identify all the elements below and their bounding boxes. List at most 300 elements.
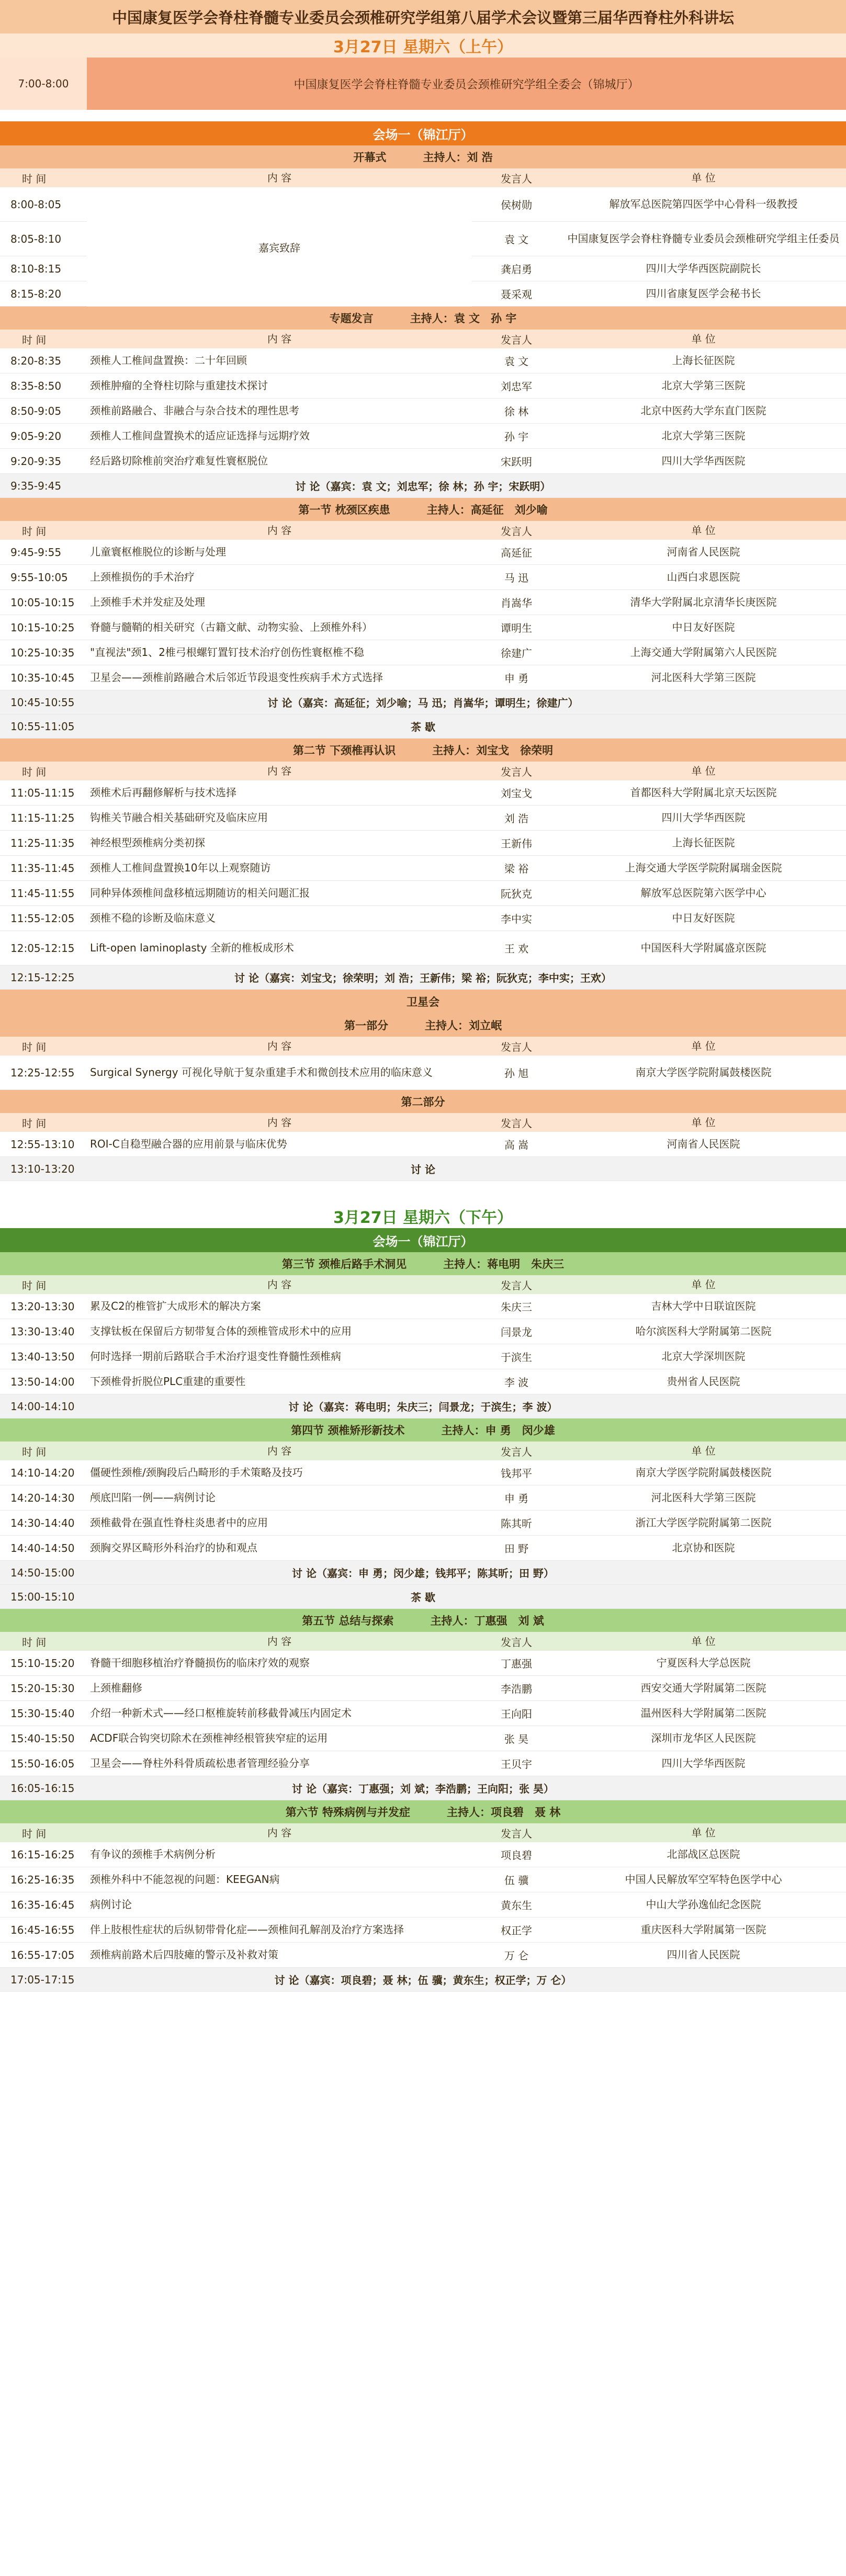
talk-unit: 河北医科大学第三医院 bbox=[651, 1491, 756, 1504]
column-header-row bbox=[0, 168, 846, 187]
table-row bbox=[0, 565, 846, 590]
talk-time: 11:55-12:05 bbox=[10, 912, 75, 925]
talk-topic: ACDF联合钩突切除术在颈椎神经根管狭窄症的运用 bbox=[90, 1732, 328, 1744]
disc-text: 讨 论（嘉宾：刘宝戈；徐荣明；刘 浩；王新伟；梁 裕；阮狄克；李中实；王欢） bbox=[234, 972, 612, 984]
disc-text: 讨 论（嘉宾：项良碧；聂 林；伍 骥；黄东生；权正学；万 仑） bbox=[274, 1974, 572, 1987]
opening-text: 中国康复医学会脊柱脊髓专业委员会颈椎研究学组全委会（锦城厅） bbox=[294, 78, 639, 92]
talk-speaker: 朱庆三 bbox=[501, 1301, 532, 1313]
table-row bbox=[0, 1056, 846, 1090]
section-header bbox=[0, 1800, 846, 1823]
section-title: 第二节 下颈椎再认识 bbox=[292, 744, 396, 757]
discussion-row bbox=[0, 1394, 846, 1418]
column-header-row bbox=[0, 1442, 846, 1460]
talk-time: 12:25-12:55 bbox=[10, 1066, 75, 1079]
col-time: 时 间 bbox=[22, 525, 47, 538]
column-header-row bbox=[0, 330, 846, 348]
talk-speaker: 徐建广 bbox=[501, 647, 532, 660]
host-names: 丁惠强 刘 斌 bbox=[474, 1615, 544, 1627]
talk-unit: 四川省人民医院 bbox=[667, 1948, 740, 1961]
table-row bbox=[0, 540, 846, 565]
table-row bbox=[0, 1485, 846, 1511]
disc-time: 12:15-12:25 bbox=[10, 971, 75, 984]
talk-topic: Surgical Synergy 可视化导航于复杂重建手术和微创技术应用的临床意义 bbox=[90, 1066, 433, 1079]
talk-time: 16:55-17:05 bbox=[10, 1948, 75, 1961]
talk-time: 15:40-15:50 bbox=[10, 1732, 75, 1745]
col-time: 时 间 bbox=[22, 1040, 47, 1053]
disc-text: 讨 论（嘉宾：申 勇；闵少雄；钱邦平；陈其昕；田 野） bbox=[292, 1567, 554, 1580]
disc-text: 讨 论（嘉宾：高延征；刘少喻；马 迅；肖嵩华；谭明生；徐建广） bbox=[267, 697, 579, 709]
talk-time: 16:45-16:55 bbox=[10, 1923, 75, 1936]
talk-topic: 儿童寰枢椎脱位的诊断与处理 bbox=[90, 546, 226, 558]
col-time: 时 间 bbox=[22, 172, 47, 185]
talk-unit: 南京大学医学院附属鼓楼医院 bbox=[635, 1466, 772, 1479]
talk-speaker: 钱邦平 bbox=[501, 1467, 532, 1480]
table-row bbox=[0, 856, 846, 881]
table-row bbox=[0, 1319, 846, 1344]
table-row bbox=[0, 1344, 846, 1369]
talk-unit: 四川省康复医学会秘书长 bbox=[646, 287, 761, 300]
host-label: 主持人： bbox=[410, 312, 454, 325]
talk-unit: 四川大学华西医院 bbox=[661, 455, 746, 467]
table-row bbox=[0, 1751, 846, 1776]
col-content: 内 容 bbox=[267, 1039, 292, 1052]
host-names: 申 勇 闵少雄 bbox=[485, 1424, 555, 1437]
table-row bbox=[0, 665, 846, 690]
spacer bbox=[0, 110, 846, 121]
talk-unit: 北部战区总医院 bbox=[667, 1848, 740, 1860]
table-row bbox=[0, 373, 846, 399]
table-row bbox=[0, 1726, 846, 1751]
satellite-header bbox=[0, 990, 846, 1014]
section-title: 第二部分 bbox=[401, 1096, 445, 1108]
col-speaker: 发言人 bbox=[501, 525, 532, 538]
table-row bbox=[0, 931, 846, 966]
talk-topic: 上颈椎手术并发症及处理 bbox=[90, 596, 205, 608]
talk-topic: 有争议的颈椎手术病例分析 bbox=[90, 1848, 216, 1860]
talk-unit: 深圳市龙华区人民医院 bbox=[651, 1732, 756, 1744]
table-row bbox=[0, 1943, 846, 1968]
talk-time: 16:35-16:45 bbox=[10, 1898, 75, 1911]
column-header-row bbox=[0, 1632, 846, 1651]
welcome-speech-cell: 嘉宾致辞 bbox=[87, 187, 472, 307]
col-content: 内 容 bbox=[267, 524, 292, 537]
page-title: 中国康复医学会脊柱脊髓专业委员会颈椎研究学组第八届学术会议暨第三届华西脊柱外科讲坛 bbox=[0, 0, 846, 33]
talk-time: 15:20-15:30 bbox=[10, 1682, 75, 1695]
talk-unit: 温州医科大学附属第二医院 bbox=[640, 1707, 766, 1719]
talk-topic: 颈椎不稳的诊断及临床意义 bbox=[90, 912, 216, 924]
col-content: 内 容 bbox=[267, 332, 292, 345]
section-title: 第四节 颈椎矫形新技术 bbox=[291, 1424, 405, 1437]
talk-speaker: 闫景龙 bbox=[501, 1326, 532, 1338]
talk-speaker: 项良碧 bbox=[501, 1849, 532, 1862]
talk-topic: Lift-open laminoplasty 全新的椎板成形术 bbox=[90, 941, 294, 954]
section-host bbox=[447, 1804, 560, 1820]
talk-topic: 颈椎人工椎间盘置换10年以上观察随访 bbox=[90, 861, 271, 874]
disc-time: 16:05-16:15 bbox=[10, 1781, 75, 1795]
section-title: 第一部分 bbox=[344, 1019, 388, 1032]
talk-unit: 上海交通大学医学院附属瑞金医院 bbox=[625, 861, 782, 874]
talk-unit: 宁夏医科大学总医院 bbox=[656, 1656, 751, 1669]
col-unit: 单 位 bbox=[691, 1039, 716, 1052]
talk-speaker: 徐 林 bbox=[504, 405, 529, 418]
talk-unit: 上海长征医院 bbox=[672, 354, 735, 367]
disc-text: 茶 歇 bbox=[411, 1591, 435, 1604]
talk-unit: 解放军总医院第四医学中心骨科一级教授 bbox=[609, 198, 798, 210]
host-names: 项良碧 聂 林 bbox=[491, 1806, 561, 1819]
host-label: 主持人： bbox=[425, 1019, 469, 1032]
column-header-row bbox=[0, 1113, 846, 1132]
talk-time: 9:20-9:35 bbox=[10, 455, 62, 468]
talk-unit: 中国医科大学附属盛京医院 bbox=[640, 941, 766, 954]
host-label: 主持人： bbox=[447, 1806, 491, 1819]
talk-time: 8:20-8:35 bbox=[10, 354, 62, 367]
table-row bbox=[0, 1917, 846, 1943]
talk-speaker: 宋跃明 bbox=[501, 456, 532, 468]
talk-time: 9:55-10:05 bbox=[10, 571, 68, 584]
host-label: 主持人： bbox=[443, 1258, 488, 1270]
talk-speaker: 申 勇 bbox=[504, 1492, 529, 1505]
disc-time: 15:00-15:10 bbox=[10, 1590, 75, 1603]
table-row bbox=[0, 640, 846, 665]
talk-unit: 南京大学医学院附属鼓楼医院 bbox=[635, 1066, 772, 1079]
talk-time: 10:15-10:25 bbox=[10, 621, 75, 634]
host-label: 主持人： bbox=[432, 744, 477, 757]
talk-speaker: 李浩鹏 bbox=[501, 1683, 532, 1695]
discussion-row bbox=[0, 1968, 846, 1992]
host-label: 主持人： bbox=[441, 1424, 486, 1437]
talk-speaker: 李中实 bbox=[501, 913, 532, 925]
section-header bbox=[0, 1090, 846, 1113]
talk-speaker: 王 欢 bbox=[504, 943, 529, 955]
talk-speaker: 侯树勋 bbox=[501, 199, 532, 211]
opening-time: 7:00-8:00 bbox=[0, 58, 87, 110]
talk-time: 15:30-15:40 bbox=[10, 1707, 75, 1720]
section-host bbox=[427, 502, 548, 517]
section-header bbox=[0, 1252, 846, 1275]
section-title: 第一节 枕颈区疾患 bbox=[298, 504, 390, 516]
talk-speaker: 陈其昕 bbox=[501, 1517, 532, 1530]
col-unit: 单 位 bbox=[691, 171, 716, 184]
talk-time: 10:25-10:35 bbox=[10, 646, 75, 659]
section-host bbox=[423, 149, 492, 165]
talk-time: 10:05-10:15 bbox=[10, 596, 75, 609]
table-row bbox=[0, 1676, 846, 1701]
disc-time: 14:50-15:00 bbox=[10, 1566, 75, 1579]
talk-topic: 上颈椎损伤的手术治疗 bbox=[90, 571, 195, 583]
talk-unit: 中国人民解放军空军特色医学中心 bbox=[625, 1873, 782, 1886]
talk-time: 12:55-13:10 bbox=[10, 1138, 75, 1151]
talk-unit: 北京中医药大学东直门医院 bbox=[640, 404, 766, 417]
talk-unit: 中山大学孙逸仙纪念医院 bbox=[646, 1898, 761, 1911]
table-row bbox=[0, 805, 846, 831]
discussion-row bbox=[0, 966, 846, 990]
col-time: 时 间 bbox=[22, 1636, 47, 1649]
col-content: 内 容 bbox=[267, 1635, 292, 1648]
talk-topic: 下颈椎骨折脱位PLC重建的重要性 bbox=[90, 1375, 246, 1388]
talk-time: 14:30-14:40 bbox=[10, 1516, 75, 1529]
talk-time: 14:20-14:30 bbox=[10, 1491, 75, 1504]
col-content: 内 容 bbox=[267, 1278, 292, 1291]
column-header-row bbox=[0, 762, 846, 780]
talk-unit: 河北医科大学第三医院 bbox=[651, 671, 756, 684]
talk-topic: 钩椎关节融合相关基础研究及临床应用 bbox=[90, 811, 268, 824]
talk-speaker: 龚启勇 bbox=[501, 263, 532, 276]
section-host bbox=[410, 310, 517, 326]
section-title: 专题发言 bbox=[329, 312, 374, 325]
disc-time: 14:00-14:10 bbox=[10, 1400, 75, 1413]
talk-time: 11:05-11:15 bbox=[10, 786, 75, 799]
talk-speaker: 孙 旭 bbox=[504, 1067, 529, 1080]
disc-time: 10:45-10:55 bbox=[10, 696, 75, 709]
talk-speaker: 王向阳 bbox=[501, 1708, 532, 1720]
discussion-row bbox=[0, 1776, 846, 1800]
section-title: 第三节 颈椎后路手术洞见 bbox=[281, 1258, 407, 1270]
talk-speaker: 谭明生 bbox=[501, 622, 532, 634]
table-row bbox=[0, 1842, 846, 1867]
talk-speaker: 丁惠强 bbox=[501, 1658, 532, 1670]
talk-topic: 卫星会——颈椎前路融合术后邻近节段退变性疾病手术方式选择 bbox=[90, 671, 383, 684]
talk-topic: 上颈椎翻修 bbox=[90, 1682, 142, 1694]
talk-topic: 累及C2的椎管扩大成形术的解决方案 bbox=[90, 1300, 261, 1312]
host-label: 主持人： bbox=[423, 151, 467, 164]
col-content: 内 容 bbox=[267, 1826, 292, 1839]
column-header-row bbox=[0, 1823, 846, 1842]
col-unit: 单 位 bbox=[691, 1444, 716, 1457]
col-time: 时 间 bbox=[22, 333, 47, 346]
column-header-row bbox=[0, 521, 846, 540]
talk-unit: 上海交通大学附属第六人民医院 bbox=[630, 646, 777, 659]
table-row bbox=[0, 1892, 846, 1917]
talk-unit: 四川大学华西医院 bbox=[661, 1757, 746, 1769]
talk-topic: 颈椎前路融合、非融合与杂合技术的理性思考 bbox=[90, 404, 299, 417]
col-time: 时 间 bbox=[22, 1117, 47, 1130]
talk-topic: 脊髓与髓鞘的相关研究（古籍文献、动物实验、上颈椎外科） bbox=[90, 621, 373, 633]
talk-speaker: 刘 浩 bbox=[504, 812, 529, 825]
talk-unit: 北京大学深圳医院 bbox=[661, 1350, 746, 1363]
talk-topic: 经后路切除椎前突治疗难复性寰枢脱位 bbox=[90, 455, 268, 467]
table-row bbox=[0, 424, 846, 449]
host-names: 袁 文 孙 宇 bbox=[454, 312, 517, 325]
talk-speaker: 黄东生 bbox=[501, 1899, 532, 1912]
talk-unit: 北京大学第三医院 bbox=[661, 429, 746, 442]
talk-topic: 颈椎人工椎间盘置换术的适应证选择与远期疗效 bbox=[90, 429, 310, 442]
col-unit: 单 位 bbox=[691, 332, 716, 345]
talk-topic: 支撑钛板在保留后方韧带复合体的颈椎管成形术中的应用 bbox=[90, 1325, 352, 1337]
talk-speaker: 田 野 bbox=[504, 1542, 529, 1555]
section-header bbox=[0, 739, 846, 762]
talk-time: 16:25-16:35 bbox=[10, 1873, 75, 1886]
table-row bbox=[0, 590, 846, 615]
talk-time: 10:35-10:45 bbox=[10, 671, 75, 684]
col-unit: 单 位 bbox=[691, 524, 716, 537]
col-unit: 单 位 bbox=[691, 1635, 716, 1648]
talk-time: 8:10-8:15 bbox=[10, 262, 62, 275]
discussion-row bbox=[0, 1561, 846, 1585]
talk-unit: 重庆医科大学附属第一医院 bbox=[640, 1923, 766, 1936]
talk-speaker: 刘宝戈 bbox=[501, 787, 532, 800]
col-speaker: 发言人 bbox=[501, 1636, 532, 1649]
talk-unit: 中日友好医院 bbox=[672, 912, 735, 924]
talk-topic: 僵硬性颈椎/颈胸段后凸畸形的手术策略及技巧 bbox=[90, 1466, 303, 1479]
talk-unit: 山西白求恩医院 bbox=[667, 571, 740, 583]
talk-time: 16:15-16:25 bbox=[10, 1848, 75, 1861]
talk-speaker: 刘忠军 bbox=[501, 380, 532, 393]
talk-topic: 颈椎肿瘤的全脊柱切除与重建技术探讨 bbox=[90, 379, 268, 392]
disc-time: 9:35-9:45 bbox=[10, 479, 62, 492]
talk-topic: 神经根型颈椎病分类初探 bbox=[90, 836, 205, 849]
talk-unit: 西安交通大学附属第二医院 bbox=[640, 1682, 766, 1694]
talk-unit: 河南省人民医院 bbox=[667, 546, 740, 558]
section-header bbox=[0, 1014, 846, 1037]
talk-topic: 颅底凹陷一例——病例讨论 bbox=[90, 1491, 216, 1504]
talk-time: 9:05-9:20 bbox=[10, 429, 62, 442]
col-speaker: 发言人 bbox=[501, 765, 532, 778]
col-speaker: 发言人 bbox=[501, 333, 532, 346]
talk-unit: 四川大学华西医院 bbox=[661, 811, 746, 824]
talk-time: 13:20-13:30 bbox=[10, 1300, 75, 1313]
talk-unit: 中国康复医学会脊柱脊髓专业委员会颈椎研究学组主任委员 bbox=[567, 232, 840, 245]
talk-unit: 浙江大学医学院附属第二医院 bbox=[635, 1516, 772, 1529]
talk-unit: 北京协和医院 bbox=[672, 1541, 735, 1554]
section-header bbox=[0, 498, 846, 521]
section-header bbox=[0, 145, 846, 168]
date-banner: 3月27日 星期六（上午） bbox=[0, 33, 846, 58]
section-title: 第五节 总结与探索 bbox=[302, 1615, 394, 1627]
disc-text: 讨 论 bbox=[411, 1163, 435, 1176]
col-time: 时 间 bbox=[22, 1279, 47, 1292]
talk-speaker: 申 勇 bbox=[504, 672, 529, 685]
talk-time: 11:15-11:25 bbox=[10, 811, 75, 824]
col-unit: 单 位 bbox=[691, 764, 716, 777]
col-speaker: 发言人 bbox=[501, 1279, 532, 1292]
talk-time: 15:10-15:20 bbox=[10, 1656, 75, 1670]
talk-speaker: 伍 骥 bbox=[504, 1874, 529, 1887]
discussion-row bbox=[0, 714, 846, 739]
talk-topic: 颈椎截骨在强直性脊柱炎患者中的应用 bbox=[90, 1516, 268, 1529]
host-names: 刘 浩 bbox=[467, 151, 493, 164]
discussion-row bbox=[0, 474, 846, 498]
section-title: 开幕式 bbox=[353, 151, 387, 164]
opening-meeting-row bbox=[0, 58, 846, 110]
disc-time: 10:55-11:05 bbox=[10, 720, 75, 733]
talk-time: 12:05-12:15 bbox=[10, 941, 75, 955]
table-row bbox=[0, 399, 846, 424]
col-speaker: 发言人 bbox=[501, 1117, 532, 1130]
talk-time: 14:10-14:20 bbox=[10, 1466, 75, 1479]
talk-unit: 北京大学第三医院 bbox=[661, 379, 746, 392]
talk-speaker: 万 仑 bbox=[504, 1949, 529, 1962]
section-host bbox=[432, 742, 553, 758]
col-content: 内 容 bbox=[267, 1116, 292, 1129]
host-label: 主持人： bbox=[426, 504, 471, 516]
talk-topic: "直视法"颈1、2椎弓根螺钉置钉技术治疗创伤性寰枢椎不稳 bbox=[90, 646, 364, 659]
table-row bbox=[0, 906, 846, 931]
talk-time: 8:50-9:05 bbox=[10, 404, 62, 417]
talk-time: 14:40-14:50 bbox=[10, 1541, 75, 1554]
host-names: 刘宝戈 徐荣明 bbox=[476, 744, 554, 757]
talk-topic: 脊髓干细胞移植治疗脊髓损伤的临床疗效的观察 bbox=[90, 1656, 310, 1669]
section-header bbox=[0, 1609, 846, 1632]
talk-speaker: 权正学 bbox=[501, 1924, 532, 1937]
host-label: 主持人： bbox=[430, 1615, 475, 1627]
table-row bbox=[0, 1369, 846, 1394]
talk-speaker: 聂采观 bbox=[501, 288, 532, 301]
talk-time: 11:45-11:55 bbox=[10, 887, 75, 900]
table-row bbox=[0, 1536, 846, 1561]
table-row bbox=[0, 1651, 846, 1676]
talk-time: 15:50-16:05 bbox=[10, 1757, 75, 1770]
section-title: 第六节 特殊病例与并发症 bbox=[285, 1806, 410, 1819]
section-header bbox=[0, 307, 846, 330]
talk-unit: 哈尔滨医科大学附属第二医院 bbox=[635, 1325, 772, 1337]
section-host bbox=[431, 1613, 544, 1628]
section-header bbox=[0, 1418, 846, 1442]
col-speaker: 发言人 bbox=[501, 1827, 532, 1840]
host-names: 高延征 刘少喻 bbox=[470, 504, 548, 516]
table-row bbox=[0, 881, 846, 906]
table-row bbox=[0, 1511, 846, 1536]
talk-speaker: 王贝宇 bbox=[501, 1758, 532, 1771]
talk-time: 8:15-8:20 bbox=[10, 287, 62, 300]
disc-text: 讨 论（嘉宾：蒋电明；朱庆三；闫景龙；于滨生；李 波） bbox=[288, 1401, 558, 1413]
talk-topic: 伴上肢根性症状的后纵韧带骨化症——颈椎间孔解剖及治疗方案选择 bbox=[90, 1923, 404, 1936]
disc-text: 讨 论（嘉宾：袁 文；刘忠军；徐 林；孙 宇；宋跃明） bbox=[295, 480, 551, 493]
section-host bbox=[443, 1256, 564, 1272]
talk-speaker: 阮狄克 bbox=[501, 888, 532, 900]
disc-text: 讨 论（嘉宾：丁惠强；刘 斌；李浩鹏；王向阳；张 昊） bbox=[292, 1783, 554, 1795]
venue-banner: 会场一（锦江厅） bbox=[0, 1228, 846, 1252]
disc-text: 茶 歇 bbox=[411, 721, 435, 733]
talk-speaker: 高 嵩 bbox=[504, 1139, 529, 1151]
col-speaker: 发言人 bbox=[501, 1040, 532, 1053]
talk-unit: 四川大学华西医院副院长 bbox=[646, 262, 761, 275]
talk-speaker: 于滨生 bbox=[501, 1351, 532, 1364]
venue-banner: 会场一（锦江厅） bbox=[0, 121, 846, 145]
col-speaker: 发言人 bbox=[501, 172, 532, 185]
talk-unit: 中日友好医院 bbox=[672, 621, 735, 633]
disc-time: 13:10-13:20 bbox=[10, 1162, 75, 1175]
talk-topic: 卫星会——脊柱外科骨质疏松患者管理经验分享 bbox=[90, 1757, 310, 1769]
satellite-title: 卫星会 bbox=[407, 996, 439, 1008]
talk-topic: ROI-C自稳型融合器的应用前景与临床优势 bbox=[90, 1138, 287, 1150]
table-row bbox=[0, 1701, 846, 1726]
col-speaker: 发言人 bbox=[501, 1445, 532, 1458]
talk-unit: 贵州省人民医院 bbox=[667, 1375, 740, 1388]
talk-unit: 河南省人民医院 bbox=[667, 1138, 740, 1150]
talk-topic: 颈椎术后再翻修解析与技术选择 bbox=[90, 786, 236, 799]
talk-topic: 介绍一种新术式——经口枢椎旋转前移截骨减压内固定术 bbox=[90, 1707, 352, 1719]
talk-topic: 病例讨论 bbox=[90, 1898, 132, 1911]
discussion-row bbox=[0, 1585, 846, 1609]
talk-unit: 吉林大学中日联谊医院 bbox=[651, 1300, 756, 1312]
col-content: 内 容 bbox=[267, 1444, 292, 1457]
section-host bbox=[442, 1422, 555, 1438]
table-row bbox=[0, 1867, 846, 1892]
talk-topic: 同种异体颈椎间盘移植远期随访的相关问题汇报 bbox=[90, 887, 310, 899]
talk-topic: 何时选择一期前后路联合手术治疗退变性脊髓性颈椎病 bbox=[90, 1350, 341, 1363]
talk-topic: 颈椎病前路术后四肢瘫的警示及补救对策 bbox=[90, 1948, 278, 1961]
table-row bbox=[0, 780, 846, 805]
talk-speaker: 袁 文 bbox=[504, 355, 529, 368]
table-row bbox=[0, 831, 846, 856]
talk-topic: 颈椎外科中不能忽视的问题：KEEGAN病 bbox=[90, 1873, 280, 1886]
talk-unit: 首都医科大学附属北京天坛医院 bbox=[630, 786, 777, 799]
talk-unit: 解放军总医院第六医学中心 bbox=[640, 887, 766, 899]
talk-time: 11:25-11:35 bbox=[10, 836, 75, 849]
talk-unit: 上海长征医院 bbox=[672, 836, 735, 849]
talk-time: 8:05-8:10 bbox=[10, 232, 62, 245]
talk-speaker: 李 波 bbox=[504, 1376, 529, 1389]
